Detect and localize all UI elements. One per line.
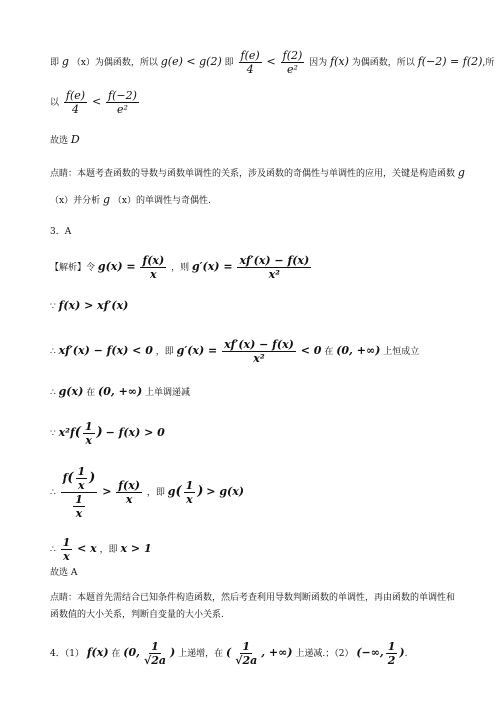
line-6: [50, 226, 71, 238]
paren: (: [74, 425, 81, 440]
math: g(e) < g(2): [160, 55, 222, 68]
fraction: [106, 89, 139, 116]
denominator: x: [186, 493, 193, 506]
denominator: x: [150, 268, 157, 281]
numerator: f(x): [118, 479, 140, 492]
text: 在: [86, 388, 96, 398]
fraction: [73, 493, 85, 520]
question-number: 3．A: [50, 227, 72, 237]
text: （x）为偶函数，所以: [71, 58, 158, 68]
text: 故选: [50, 136, 69, 146]
fraction: [237, 254, 311, 281]
math: f(−2) = f(2): [417, 55, 483, 68]
because-symbol: ∵: [50, 429, 56, 439]
fraction: [116, 479, 142, 506]
line-7: [50, 254, 313, 281]
math: g: [61, 55, 69, 68]
fraction: [64, 89, 87, 116]
text: ，即: [99, 545, 118, 555]
denominator: √2a: [144, 654, 167, 667]
math: >: [102, 485, 112, 498]
fraction: [184, 479, 196, 506]
math: (0, +∞): [98, 385, 143, 398]
fraction: [239, 49, 262, 76]
math: g′(x) =: [191, 260, 233, 273]
therefore-symbol: ∴: [50, 545, 56, 555]
line-15: [50, 592, 455, 604]
numerator: 1: [84, 420, 93, 433]
fraction: [76, 465, 88, 492]
compound-fraction: [61, 465, 98, 520]
because-symbol: ∵: [50, 302, 56, 312]
math: f: [62, 471, 68, 485]
numerator: 1: [62, 536, 71, 549]
line-1: [50, 49, 494, 76]
text: 【解析】令: [50, 263, 96, 273]
numerator: 1: [242, 640, 251, 653]
denominator: x²: [253, 352, 265, 365]
text: 为偶函数，所以: [351, 58, 415, 68]
denominator: 4: [71, 103, 79, 116]
denominator: 2: [387, 654, 396, 667]
text: 点睛：本题首先需结合已知条件构造函数，然后考查利用导数判断函数的单调性，再由函数的单调性和: [50, 593, 456, 603]
denominator: x²: [268, 268, 280, 281]
fraction: [281, 49, 305, 76]
math: g: [102, 193, 110, 206]
math: f(x) > xf′(x): [58, 299, 129, 312]
math: > g(x): [206, 485, 245, 498]
therefore-symbol: ∴: [50, 488, 56, 498]
text: 点睛：本题考查函数的导数与函数单调性的关系，涉及函数的奇偶性与单调性的应用，关键是构造函数: [50, 169, 456, 179]
fraction: [140, 254, 166, 281]
math: g′(x) =: [176, 344, 218, 357]
numerator: 1: [77, 465, 86, 478]
text: 上递减.；（2）: [295, 649, 354, 659]
math: g: [457, 166, 465, 179]
denominator: e²: [287, 63, 298, 76]
fraction: [83, 420, 95, 447]
line-8: [50, 300, 128, 313]
math: (: [226, 646, 232, 659]
text: 即: [224, 58, 234, 68]
text: 4．（1）: [50, 649, 84, 659]
therefore-symbol: ∴: [50, 347, 56, 357]
math: g: [167, 485, 176, 498]
math: − f(x) > 0: [105, 426, 165, 439]
paren: ): [197, 484, 204, 499]
text: .: [404, 649, 408, 659]
line-13: [50, 536, 152, 563]
text: 故选 A: [50, 568, 78, 578]
math: <: [91, 95, 102, 108]
text: ,所: [482, 58, 495, 68]
math: ): [399, 646, 405, 659]
text: （x）并分析: [50, 196, 101, 206]
text: 即: [50, 58, 60, 68]
numerator: xf′(x) − f(x): [224, 338, 294, 351]
math: f(x): [330, 55, 349, 68]
denominator: x: [63, 550, 70, 563]
math: xf′(x) − f(x) < 0: [58, 344, 153, 357]
line-11: [50, 420, 165, 447]
fraction: [142, 640, 168, 667]
math: g(x): [58, 385, 84, 398]
text: 函数值的大小关系，判断自变量的大小关系.: [50, 610, 224, 620]
numerator: 1: [185, 479, 194, 492]
numerator: [61, 465, 98, 493]
numerator: 1: [387, 640, 396, 653]
answer: D: [70, 133, 80, 146]
numerator: 1: [151, 640, 159, 653]
text: 在: [111, 649, 121, 659]
math: ): [170, 646, 176, 659]
line-5: [50, 194, 211, 207]
line-16: [50, 609, 224, 621]
paren: (: [67, 470, 74, 486]
math: (0, +∞): [336, 344, 381, 357]
line-4: [50, 167, 465, 180]
text: 以: [50, 98, 60, 108]
math: , +∞): [261, 646, 293, 659]
fraction: [61, 536, 73, 563]
paren: ): [96, 425, 103, 440]
denominator: x: [85, 434, 92, 447]
fraction: [233, 640, 259, 667]
text: 上单调递减: [145, 388, 191, 398]
denominator: x: [75, 507, 83, 520]
numerator: xf′(x) − f(x): [239, 254, 310, 267]
denominator: 4: [246, 63, 254, 76]
line-9: [50, 338, 419, 365]
line-10: [50, 386, 190, 399]
fraction: [386, 640, 398, 667]
math: g(x) =: [97, 260, 136, 273]
numerator: f(2): [282, 49, 303, 62]
math: < x: [77, 542, 97, 555]
line-2: [50, 89, 141, 116]
line-3: [50, 134, 80, 147]
numerator: f(e): [65, 89, 86, 102]
line-14: [50, 567, 77, 579]
numerator: f(−2): [108, 89, 137, 102]
denominator: x: [78, 479, 85, 492]
numerator: 1: [75, 493, 83, 506]
denominator: [69, 493, 89, 520]
text: 上恒成立: [383, 347, 420, 357]
math: f(x): [86, 646, 109, 659]
math: < 0: [300, 344, 322, 357]
text: 上递增，在: [178, 649, 224, 659]
denominator: √2a: [235, 654, 258, 667]
math: (0,: [123, 646, 140, 659]
denominator: x: [125, 493, 133, 506]
line-12: [50, 465, 244, 520]
text: 在: [324, 347, 334, 357]
text: ，则: [171, 263, 190, 273]
math: (−∞,: [356, 646, 384, 659]
line-17: [50, 640, 408, 667]
paren: ): [89, 470, 96, 486]
paren: (: [175, 484, 182, 499]
math: x > 1: [120, 542, 152, 555]
fraction: [222, 338, 296, 365]
text: （x）的单调性与奇偶性.: [112, 196, 211, 206]
therefore-symbol: ∴: [50, 388, 56, 398]
denominator: e²: [117, 103, 128, 116]
text: ，即: [146, 488, 165, 498]
numerator: f(e): [240, 49, 260, 62]
math: <: [266, 55, 276, 68]
text: 因为: [309, 58, 328, 68]
text: ，即: [155, 347, 174, 357]
math: x²f: [58, 426, 75, 439]
numerator: f(x): [142, 254, 165, 267]
